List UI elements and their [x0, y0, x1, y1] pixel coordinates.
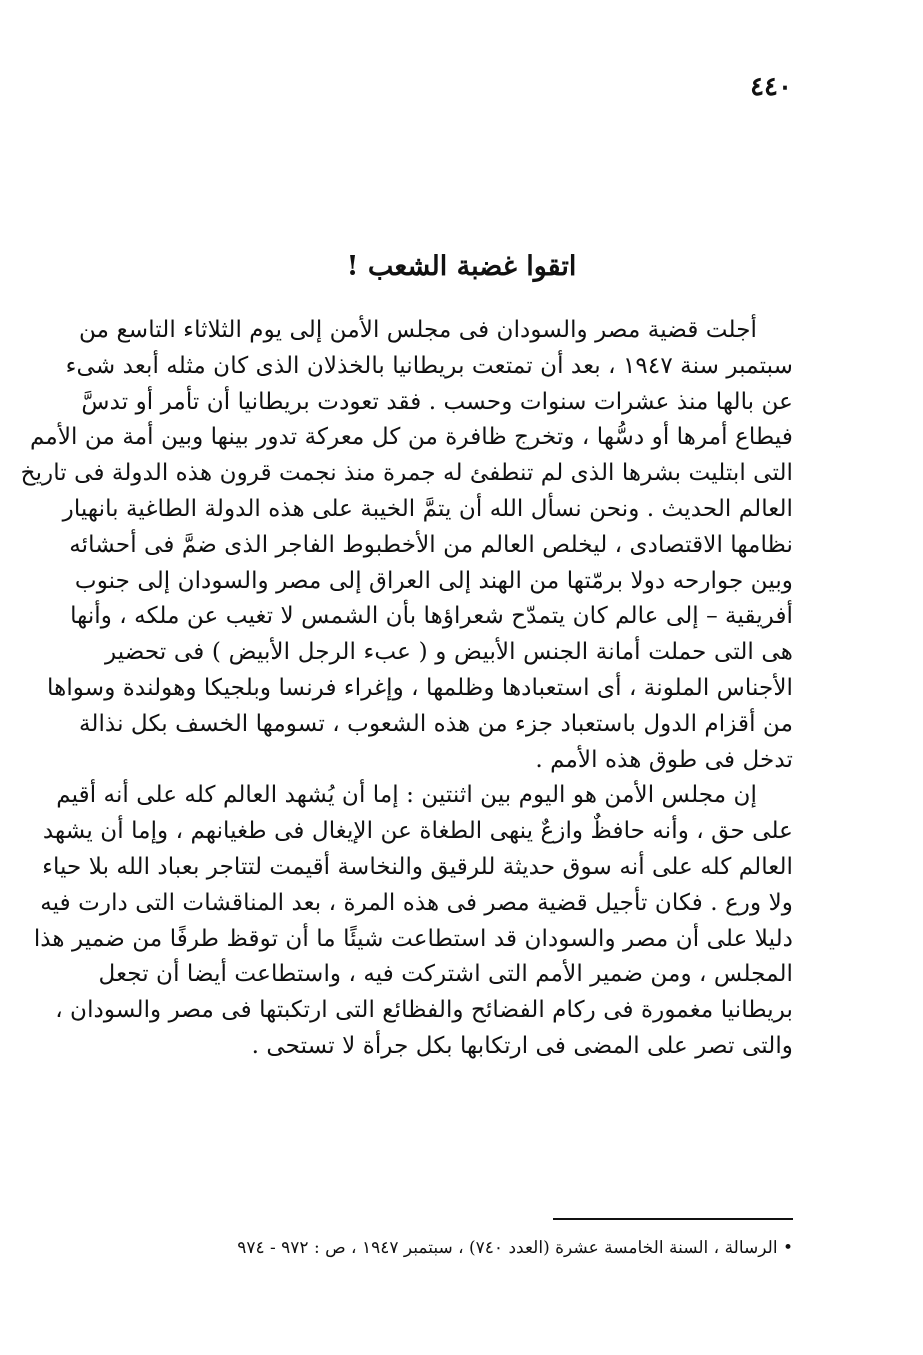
footnote: • الرسالة ، السنة الخامسة عشرة (العدد ٧٤٠) ، سبتمبر ١٩٤٧ ، ص : ٩٧٢ - ٩٧٤	[237, 1238, 793, 1258]
text-line: أفريقية – إلى عالم كان يتمدّح شعراؤها بأن الشمس لا تغيب عن ملكه ، وأنها	[70, 602, 793, 630]
text-line: بريطانيا مغمورة فى ركام الفضائح والفظائع التى ارتكبتها فى مصر والسودان ،	[55, 996, 793, 1024]
text-line: تدخل فى طوق هذه الأمم .	[535, 745, 793, 773]
text-line: دليلا على أن مصر والسودان قد استطاعت شيئًا ما أن توقظ طرفًا من ضمير هذا	[33, 924, 793, 952]
text-line: فيطاع أمرها أو دسُّها ، وتخرج ظافرة من كل معركة تدور بينها وبين أمة من الأمم	[29, 423, 793, 451]
paragraph-1	[20, 312, 793, 777]
text-line: سبتمبر سنة ١٩٤٧ ، بعد أن تمتعت بريطانيا بالخذلان الذى كان مثله أبعد شىء	[65, 351, 793, 379]
text-line: العالم الحديث . ونحن نسأل الله أن يتمَّ الخيبة على هذه الدولة الطاغية بانهيار	[62, 494, 793, 522]
text-line: التى ابتليت بشرها الذى لم تنطفئ له جمرة منذ نجمت قرون هذه الدولة فى تاريخ	[20, 459, 793, 487]
text-line: هى التى حملت أمانة الجنس الأبيض و ( عبء الرجل الأبيض ) فى تحضير	[105, 638, 793, 666]
article-title: اتقوا غضبة الشعب !	[346, 251, 577, 282]
footnote-divider	[553, 1218, 793, 1220]
text-line: المجلس ، ومن ضمير الأمم التى اشتركت فيه ، واستطاعت أيضا أن تجعل	[98, 960, 793, 988]
text-line: أجلت قضية مصر والسودان فى مجلس الأمن إلى يوم الثلاثاء التاسع من	[79, 316, 757, 343]
text-line: والتى تصر على المضى فى ارتكابها بكل جرأة لا تستحى .	[251, 1031, 793, 1059]
text-line: الأجناس الملونة ، أى استعبادها وظلمها ، وإغراء فرنسا وبلجيكا وهولندة وسواها	[47, 673, 793, 701]
text-line: ولا ورع . فكان تأجيل قضية مصر فى هذه المرة ، بعد المناقشات التى دارت فيه	[40, 888, 793, 916]
text-line: وبين جوارحه دولا برمّتها من الهند إلى العراق إلى مصر والسودان إلى جنوب	[74, 566, 793, 594]
text-line: نظامها الاقتصادى ، ليخلص العالم من الأخطبوط الفاجر الذى ضمَّ فى أحشائه	[69, 530, 793, 558]
text-line: عن بالها منذ عشرات سنوات وحسب . فقد تعودت بريطانيا أن تأمر أو تدسَّ	[81, 387, 793, 415]
text-line: من أقزام الدول باستعباد جزء من هذه الشعوب ، تسومها الخسف بكل نذالة	[78, 709, 793, 737]
text-line: إن مجلس الأمن هو اليوم بين اثنتين : إما أن يُشهد العالم كله على أنه أقيم	[56, 781, 757, 809]
article-body	[20, 312, 793, 1064]
text-line: العالم كله على أنه سوق حديثة للرقيق والنخاسة أقيمت لتتاجر بعباد الله بلا حياء	[42, 852, 793, 880]
text-line: على حق ، وأنه حافظٌ وازعٌ ينهى الطغاة عن الإيغال فى طغيانهم ، وإما أن يشهد	[42, 817, 793, 845]
paragraph-2	[33, 777, 793, 1063]
page-number: ٤٤٠	[750, 72, 792, 102]
